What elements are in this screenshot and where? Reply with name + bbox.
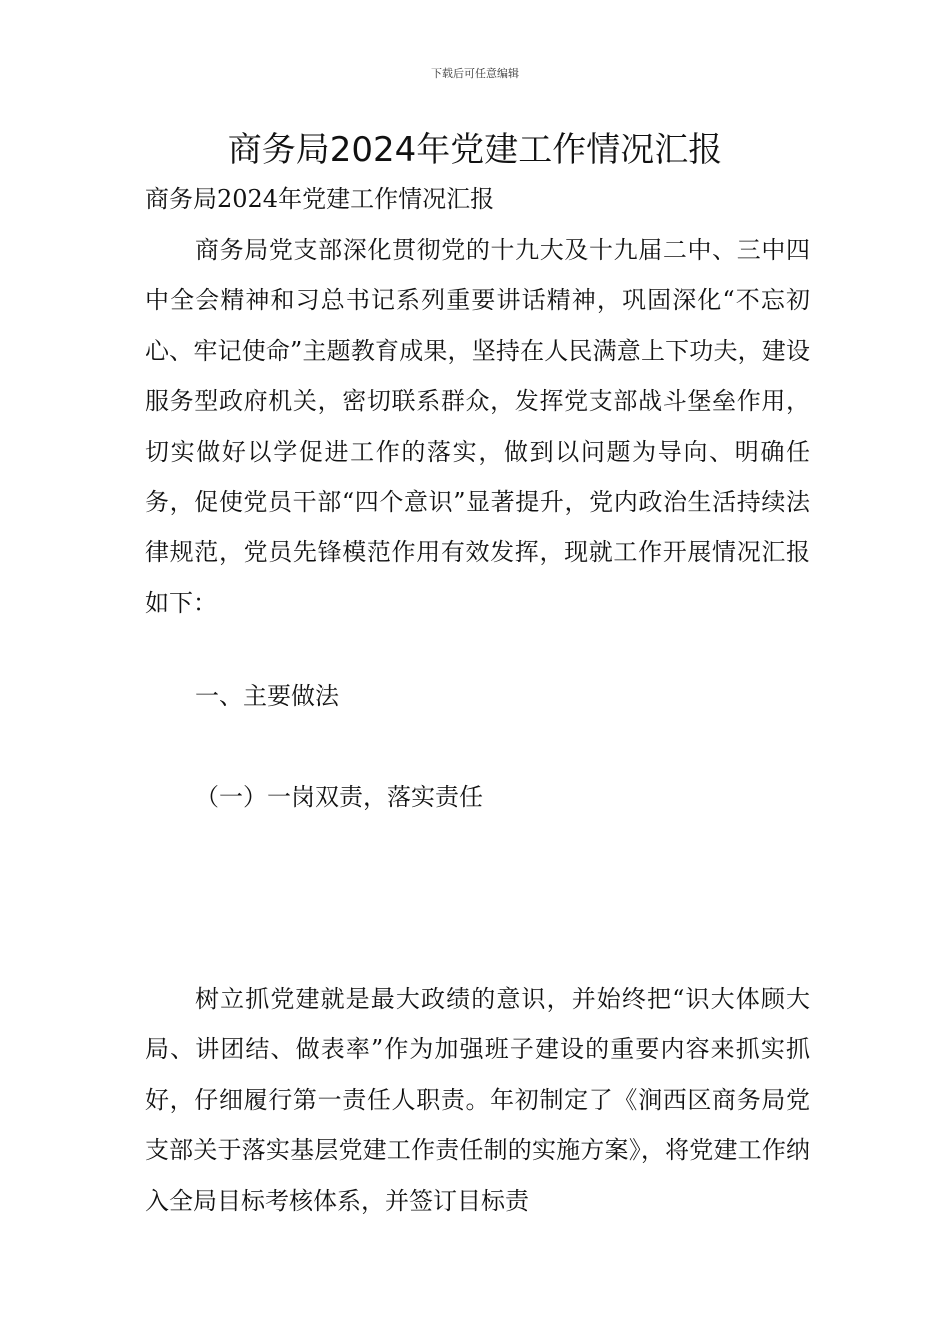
subsection-heading-responsibility: （一）一岗双责，落实责任 xyxy=(195,783,483,811)
body-paragraph: 树立抓党建就是最大政绩的意识，并始终把“识大体顾大局、讲团结、做表率”作为加强班子建设的重要内容来抓实抓好，仔细履行第一责任人职责。年初制定了《涧西区商务局党支部关于落实基层党建工作责任制的实施方案》，将党建工作纳入全局目标考核体系，并签订目标责 xyxy=(145,985,810,1215)
document-title: 商务局2024年党建工作情况汇报 xyxy=(227,130,723,170)
document-subtitle: 商务局2024年党建工作情况汇报 xyxy=(145,185,495,213)
intro-paragraph: 商务局党支部深化贯彻党的十九大及十九届二中、三中四中全会精神和习总书记系列重要讲话精神，巩固深化“不忘初心、牢记使命”主题教育成果，坚持在人民满意上下功夫，建设服务型政府机关，密切联系群众，发挥党支部战斗堡垒作用，切实做好以学促进工作的落实，做到以问题为导向、明确任务，促使党员干部“四个意识”显著提升，党内政治生活持续法律规范，党员先锋模范作用有效发挥，现就工作开展情况汇报如下： xyxy=(145,236,810,617)
section-heading-main-practices: 一、主要做法 xyxy=(195,682,339,710)
page-header-note: 下载后可任意编辑 xyxy=(431,67,519,80)
